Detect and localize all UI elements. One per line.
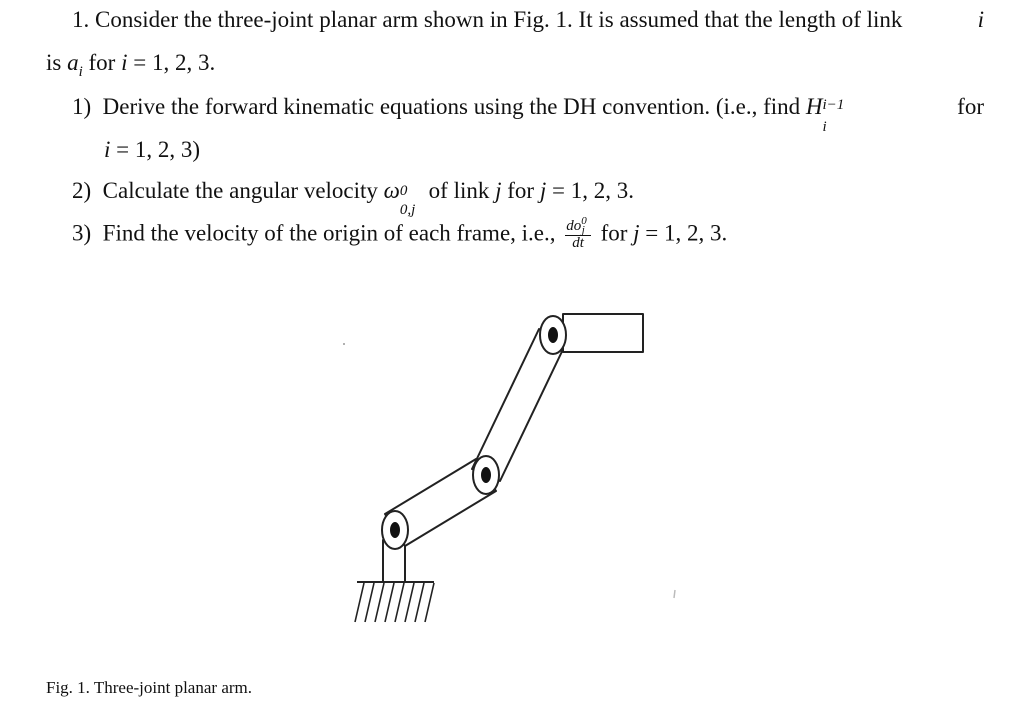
for-word: for	[88, 50, 116, 75]
item-3-eq: = 1, 2, 3.	[645, 220, 728, 246]
item-2-mid: of link	[428, 178, 490, 203]
joint-2-pin	[481, 467, 491, 483]
math-j: j	[495, 178, 502, 203]
item-1-number: 1)	[72, 94, 92, 119]
ground-hatch	[355, 583, 434, 622]
math-i: i	[121, 50, 128, 75]
item-3-text: Find the velocity of the origin of each frame, i.e.,	[102, 220, 556, 246]
end-effector	[563, 314, 643, 352]
item-1-text: Derive the forward kinematic equations using the DH convention. (i.e., find	[102, 94, 801, 119]
math-a-i: $a_i$	[67, 50, 83, 80]
figure-caption: Fig. 1. Three-joint planar arm.	[46, 678, 252, 697]
item-3-number: 3)	[72, 220, 92, 246]
range-eq: = 1, 2, 3.	[133, 50, 216, 75]
math-i: i	[977, 7, 984, 32]
item-2-tail: for	[507, 178, 535, 203]
math-fraction: $\frac{do^0_j}{dt}$	[565, 219, 591, 251]
item-1-line2-text: = 1, 2, 3)	[116, 137, 201, 162]
item-2-text: Calculate the angular velocity	[102, 178, 378, 203]
joint-1-pin	[390, 522, 400, 538]
math-H: H i−1 i	[805, 94, 845, 135]
problem-intro-text: 1. Consider the three-joint planar arm shown in Fig. 1. It is assumed that the length of link	[72, 7, 903, 32]
item-2-eq: = 1, 2, 3.	[551, 178, 634, 203]
joint-3-pin	[548, 327, 558, 343]
is-word: is	[46, 50, 62, 75]
math-i: i	[104, 137, 111, 162]
math-j: j	[539, 178, 547, 203]
item-3-tail: for	[600, 220, 628, 246]
math-j: j	[633, 220, 640, 246]
math-omega: ω 0 0,j	[383, 178, 416, 218]
item-2-number: 2)	[72, 178, 92, 203]
item-1-tail: for	[957, 94, 984, 119]
